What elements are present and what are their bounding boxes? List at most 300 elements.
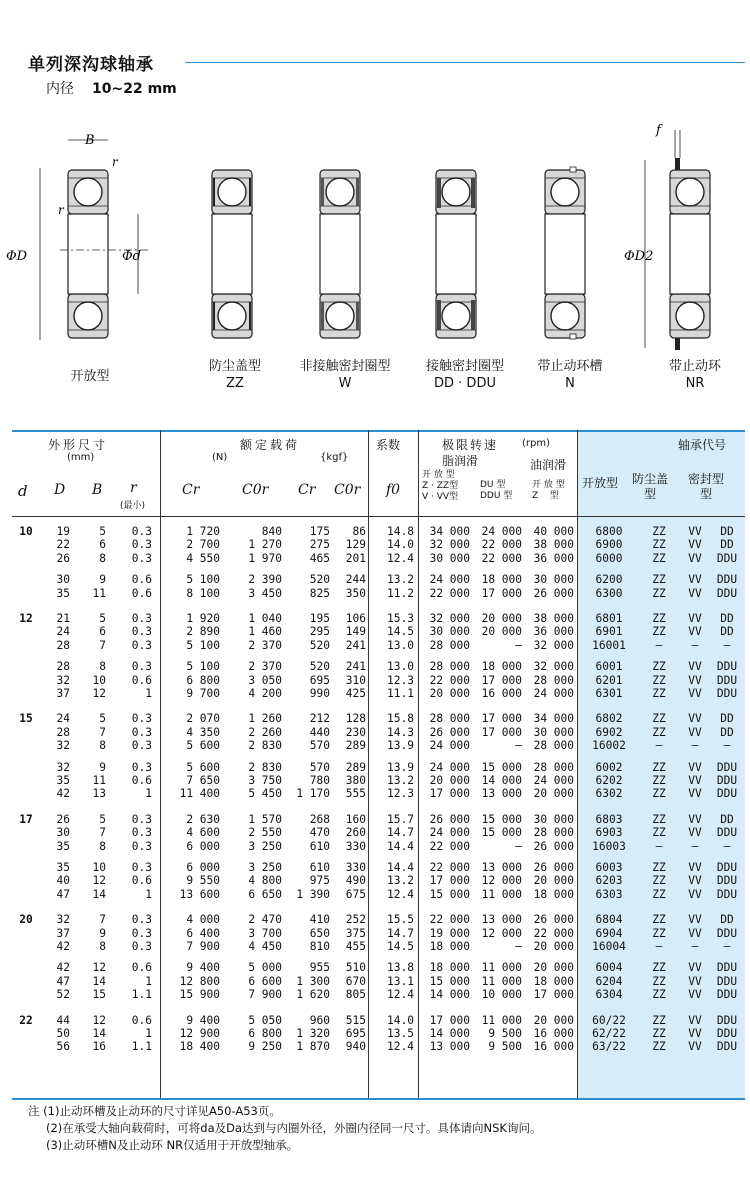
table-cell: VV <box>688 1013 702 1027</box>
table-cell: VV <box>688 573 702 587</box>
table-cell: 12.4 <box>387 887 414 901</box>
table-cell: 9 <box>99 926 106 940</box>
bearing-table <box>12 430 745 1100</box>
table-cell: 4 200 <box>248 687 282 700</box>
table-cell: 9 550 <box>186 874 220 888</box>
dim-r-label: r <box>112 155 118 169</box>
hdr-n: (N) <box>212 452 228 463</box>
table-cell: 570 <box>309 760 330 774</box>
table-cell: DD <box>720 538 734 552</box>
table-cell: 12 <box>92 1013 106 1027</box>
table-cell: 22 000 <box>481 538 522 552</box>
table-cell: 650 <box>309 926 330 940</box>
table-cell: — <box>691 940 699 953</box>
table-cell: 1 <box>145 887 152 901</box>
table-cell: 6 600 <box>248 974 282 988</box>
table-cell: 2 470 <box>248 913 282 927</box>
table-cell: 15 <box>19 712 33 726</box>
table-cell: DDU <box>716 874 738 888</box>
table-cell: 0.3 <box>131 538 152 552</box>
table-cell: 275 <box>309 538 330 552</box>
table-cell: 30 000 <box>533 812 574 826</box>
table-cell: DDU <box>716 1013 738 1027</box>
table-cell: ZZ <box>652 725 666 739</box>
table-cell: 195 <box>309 612 330 625</box>
hdr-width-b: B <box>92 482 103 498</box>
table-cell: 28 <box>56 660 70 674</box>
table-cell: 6 800 <box>186 673 220 687</box>
table-cell: 810 <box>309 940 330 953</box>
footnote-3: (3)止动环槽N及止动环 NR仅适用于开放型轴承。 <box>46 1138 299 1152</box>
table-cell: 24 000 <box>429 760 470 774</box>
table-cell: 3 050 <box>248 673 282 687</box>
table-cell: — <box>655 638 663 652</box>
table-cell: 0.3 <box>131 839 152 853</box>
table-cell: 129 <box>345 538 366 552</box>
table-cell: 18 400 <box>179 1040 220 1054</box>
table-cell: 13.1 <box>387 974 414 988</box>
table-cell: 6 800 <box>248 1027 282 1040</box>
table-cell: 5 450 <box>248 787 282 801</box>
caption-w: 非接触密封圈型 W <box>299 359 391 391</box>
table-cell: 425 <box>345 687 366 700</box>
table-cell: 1 270 <box>248 538 282 552</box>
table-cell: 11.2 <box>387 586 414 600</box>
table-cell: 20 000 <box>481 612 522 625</box>
table-cell: DDU <box>716 861 738 874</box>
table-cell: 380 <box>345 774 366 787</box>
table-cell: 34 000 <box>429 525 470 538</box>
table-cell: 11 000 <box>481 887 522 901</box>
table-cell: 19 000 <box>429 926 470 940</box>
table-cell: DDU <box>716 586 738 600</box>
table-cell: 1 170 <box>296 787 330 801</box>
table-cell: 470 <box>309 826 330 840</box>
table-cell: 1 720 <box>186 525 220 538</box>
table-cell: 465 <box>309 551 330 565</box>
table-cell: 9 250 <box>248 1040 282 1054</box>
table-cell: 50 <box>56 1027 70 1040</box>
table-cell: 6801 <box>595 612 623 625</box>
table-cell: ZZ <box>652 974 666 988</box>
table-cell: 6304 <box>595 988 623 1002</box>
table-cell: 0.3 <box>131 638 152 652</box>
table-cell: 32 <box>56 739 70 753</box>
table-cell: 35 <box>56 839 70 853</box>
table-cell: 510 <box>345 961 366 975</box>
table-cell: 6903 <box>595 826 623 840</box>
table-cell: 695 <box>309 673 330 687</box>
table-cell: 3 700 <box>248 926 282 940</box>
table-cell: 4 800 <box>248 874 282 888</box>
hdr-open: 开放型 <box>582 476 619 490</box>
table-cell: 520 <box>309 638 330 652</box>
table-cell: 5 <box>99 812 106 826</box>
table-cell: 35 <box>56 586 70 600</box>
table-cell: 32 000 <box>533 638 574 652</box>
table-cell: 9 400 <box>186 1013 220 1027</box>
table-cell: 0.3 <box>131 812 152 826</box>
table-cell: VV <box>688 660 702 674</box>
table-cell: ZZ <box>652 861 666 874</box>
table-cell: 230 <box>345 725 366 739</box>
table-cell: 22 000 <box>429 673 470 687</box>
table-cell: 20 000 <box>429 774 470 787</box>
table-cell: 0.6 <box>131 774 152 787</box>
hdr-open-zz: 开 放 型 Z · ZZ型 V · VV型 <box>422 470 459 502</box>
table-cell: 6003 <box>595 861 623 874</box>
table-cell: 10 <box>19 525 33 538</box>
caption-zz: 防尘盖型 ZZ <box>208 359 261 391</box>
table-cell: 7 <box>99 725 106 739</box>
table-cell: 16 000 <box>481 687 522 700</box>
table-cell: 0.6 <box>131 961 152 975</box>
table-cell: 6000 <box>595 551 623 565</box>
table-cell: 2 370 <box>248 638 282 652</box>
table-cell: 128 <box>345 712 366 726</box>
table-cell: 975 <box>309 874 330 888</box>
table-cell: 26 <box>56 812 70 826</box>
table-cell: 13.9 <box>387 739 414 753</box>
table-cell: — <box>723 839 731 853</box>
table-cell: 18 000 <box>481 573 522 587</box>
table-cell: 14.0 <box>387 1013 414 1027</box>
hdr-kgf: {kgf} <box>320 452 349 463</box>
table-cell: 6904 <box>595 926 623 940</box>
table-cell: 16001 <box>592 638 626 652</box>
dim-outer-d-label: ΦD <box>6 249 28 264</box>
table-cell: 4 600 <box>186 826 220 840</box>
table-cell: 780 <box>309 774 330 787</box>
table-cell: — <box>723 940 731 953</box>
table-cell: 30 000 <box>533 573 574 587</box>
table-cell: 18 000 <box>481 660 522 674</box>
table-cell: 12 800 <box>179 974 220 988</box>
table-cell: 60/22 <box>592 1013 626 1027</box>
table-cell: DD <box>720 812 734 826</box>
table-cell: 6900 <box>595 538 623 552</box>
table-cell: 20 <box>19 913 33 927</box>
table-cell: 2 700 <box>186 538 220 552</box>
table-cell: 11 000 <box>481 961 522 975</box>
table-cell: 15.8 <box>387 712 414 726</box>
table-cell: 610 <box>309 839 330 853</box>
hdr-seal: 密封型 型 <box>688 472 725 501</box>
table-cell: ZZ <box>652 1027 666 1040</box>
table-cell: 30 <box>56 573 70 587</box>
table-cell: VV <box>688 926 702 940</box>
table-cell: 12 000 <box>481 926 522 940</box>
table-cell: 805 <box>345 988 366 1002</box>
table-cell: 5 000 <box>248 961 282 975</box>
snap-ring-groove-diagram <box>545 167 585 339</box>
table-cell: ZZ <box>652 1013 666 1027</box>
table-cell: ZZ <box>652 826 666 840</box>
table-cell: 15 900 <box>179 988 220 1002</box>
table-cell: 13.2 <box>387 774 414 787</box>
table-cell: 8 <box>99 739 106 753</box>
table-cell: DDU <box>716 760 738 774</box>
table-cell: DDU <box>716 673 738 687</box>
table-cell: 5 100 <box>186 660 220 674</box>
table-cell: VV <box>688 612 702 625</box>
table-cell: DDU <box>716 988 738 1002</box>
table-cell: 695 <box>345 1027 366 1040</box>
table-cell: 289 <box>345 760 366 774</box>
dim-b-label: B <box>85 133 95 148</box>
table-cell: 440 <box>309 725 330 739</box>
table-cell: DDU <box>716 1027 738 1040</box>
table-cell: 17 000 <box>533 988 574 1002</box>
table-cell: 9 <box>99 573 106 587</box>
table-cell: 17 000 <box>429 787 470 801</box>
table-cell: VV <box>688 861 702 874</box>
table-cell: 12.3 <box>387 787 414 801</box>
table-cell: 1 920 <box>186 612 220 625</box>
table-cell: 47 <box>56 974 70 988</box>
table-cell: — <box>515 940 522 953</box>
page-subtitle <box>46 78 177 98</box>
table-cell: 28 <box>56 725 70 739</box>
table-cell: DDU <box>716 974 738 988</box>
table-cell: 310 <box>345 673 366 687</box>
hdr-oil-open: 开 放 型 Z 型 <box>532 480 565 501</box>
hdr-cr-kgf: Cr <box>298 482 316 498</box>
table-cell: 11 400 <box>179 787 220 801</box>
table-cell: 0.3 <box>131 861 152 874</box>
table-cell: 244 <box>345 573 366 587</box>
table-cell: 1 300 <box>296 974 330 988</box>
table-cell: 35 <box>56 774 70 787</box>
table-cell: 11 000 <box>481 1013 522 1027</box>
table-cell: 6301 <box>595 687 623 700</box>
table-cell: — <box>691 739 699 753</box>
table-cell: 3 250 <box>248 839 282 853</box>
table-cell: VV <box>688 774 702 787</box>
table-cell: VV <box>688 974 702 988</box>
table-cell: ZZ <box>652 961 666 975</box>
caption-n: 带止动环槽 N <box>537 359 603 391</box>
table-cell: 0.3 <box>131 712 152 726</box>
table-cell: 6803 <box>595 812 623 826</box>
table-cell: 15 <box>92 988 106 1002</box>
table-cell: 13 <box>92 787 106 801</box>
table-cell: — <box>515 739 522 753</box>
table-cell: 24 000 <box>429 573 470 587</box>
table-cell: 52 <box>56 988 70 1002</box>
table-cell: 289 <box>345 739 366 753</box>
table-cell: 6001 <box>595 660 623 674</box>
table-cell: 1 570 <box>248 812 282 826</box>
table-cell: 5 100 <box>186 573 220 587</box>
table-cell: VV <box>688 812 702 826</box>
table-cell: 13.2 <box>387 573 414 587</box>
table-cell: ZZ <box>652 887 666 901</box>
table-cell: 17 <box>19 812 33 826</box>
table-cell: 8 100 <box>186 586 220 600</box>
table-cell: 13.2 <box>387 874 414 888</box>
table-cell: 2 830 <box>248 739 282 753</box>
table-cell: 5 <box>99 525 106 538</box>
table-cell: 15 000 <box>429 974 470 988</box>
caption-nr: 带止动环 NR <box>668 359 721 391</box>
table-cell: 14.0 <box>387 538 414 552</box>
table-cell: 12.4 <box>387 551 414 565</box>
table-cell: 32 <box>56 673 70 687</box>
table-cell: 30 000 <box>429 551 470 565</box>
table-cell: 14 <box>92 887 106 901</box>
hdr-load: 额定载荷 <box>240 438 301 452</box>
snap-ring-diagram <box>624 123 710 350</box>
table-cell: — <box>723 638 731 652</box>
table-cell: 16004 <box>592 940 626 953</box>
table-cell: 18 000 <box>533 887 574 901</box>
table-cell: VV <box>688 551 702 565</box>
table-cell: — <box>515 638 522 652</box>
table-cell: 22 <box>19 1013 33 1027</box>
table-cell: VV <box>688 787 702 801</box>
hdr-oil: 油润滑 <box>530 458 567 472</box>
hdr-mm: (mm) <box>67 452 95 463</box>
table-cell: VV <box>688 874 702 888</box>
table-cell: 2 830 <box>248 760 282 774</box>
hdr-c0r-kgf: C0r <box>334 482 361 498</box>
table-cell: ZZ <box>652 874 666 888</box>
table-cell: 940 <box>345 1040 366 1054</box>
table-cell: 1.1 <box>131 988 152 1002</box>
table-cell: 16 <box>92 1040 106 1054</box>
table-cell: 30 <box>56 826 70 840</box>
table-cell: 11.1 <box>387 687 414 700</box>
table-cell: 160 <box>345 812 366 826</box>
table-cell: DDU <box>716 774 738 787</box>
table-cell: 13 000 <box>429 1040 470 1054</box>
table-cell: DDU <box>716 961 738 975</box>
table-cell: 0.3 <box>131 826 152 840</box>
table-cell: 0.3 <box>131 612 152 625</box>
table-cell: VV <box>688 961 702 975</box>
table-cell: 6802 <box>595 712 623 726</box>
table-cell: 2 370 <box>248 660 282 674</box>
table-cell: 8 <box>99 660 106 674</box>
table-cell: 24 000 <box>533 687 574 700</box>
table-cell: 20 000 <box>533 874 574 888</box>
table-cell: 260 <box>345 826 366 840</box>
table-cell: 6804 <box>595 913 623 927</box>
table-cell: 6302 <box>595 787 623 801</box>
table-cell: 0.3 <box>131 551 152 565</box>
table-cell: 17 000 <box>481 673 522 687</box>
hdr-rmin: (最小) <box>120 501 146 511</box>
table-cell: 13.0 <box>387 638 414 652</box>
table-cell: 6203 <box>595 874 623 888</box>
table-cell: 32 000 <box>429 612 470 625</box>
table-cell: 15 000 <box>481 812 522 826</box>
table-cell: VV <box>688 673 702 687</box>
table-cell: 15 000 <box>481 826 522 840</box>
table-cell: 17 000 <box>481 725 522 739</box>
table-cell: ZZ <box>652 774 666 787</box>
table-cell: 8 <box>99 551 106 565</box>
table-cell: 1 <box>145 687 152 700</box>
table-cell: 10 <box>92 673 106 687</box>
table-cell: 21 <box>56 612 70 625</box>
table-cell: 20 000 <box>429 687 470 700</box>
table-cell: 26 <box>56 551 70 565</box>
table-cell: 5 <box>99 612 106 625</box>
footnote-1: 注 (1)止动环槽及止动环的尺寸详见A50-A53页。 <box>28 1104 281 1118</box>
table-cell: VV <box>688 625 702 639</box>
table-cell: 6300 <box>595 586 623 600</box>
table-cell: ZZ <box>652 612 666 625</box>
table-cell: 6800 <box>595 525 623 538</box>
table-cell: 252 <box>345 913 366 927</box>
table-cell: 6 000 <box>186 839 220 853</box>
table-cell: 0.3 <box>131 725 152 739</box>
dim-bore-d-label: Φd <box>122 249 141 264</box>
table-cell: 0.6 <box>131 573 152 587</box>
table-cell: DDU <box>716 787 738 801</box>
table-cell: 12 <box>92 961 106 975</box>
table-cell: DDU <box>716 826 738 840</box>
table-cell: 32 000 <box>533 660 574 674</box>
table-cell: 955 <box>309 961 330 975</box>
table-cell: 15.5 <box>387 913 414 927</box>
table-cell: ZZ <box>652 988 666 1002</box>
table-cell: 12.4 <box>387 988 414 1002</box>
table-cell: 22 <box>56 538 70 552</box>
table-cell: 30 000 <box>533 725 574 739</box>
table-cell: VV <box>688 913 702 927</box>
table-cell: 26 000 <box>533 839 574 853</box>
table-cell: 11 <box>92 774 106 787</box>
table-cell: 295 <box>309 625 330 639</box>
table-cell: VV <box>688 760 702 774</box>
table-cell: ZZ <box>652 760 666 774</box>
hdr-cr: Cr <box>182 482 200 498</box>
table-cell: 24 000 <box>429 826 470 840</box>
table-cell: 106 <box>345 612 366 625</box>
table-cell: 0.3 <box>131 660 152 674</box>
table-cell: 47 <box>56 887 70 901</box>
table-cell: 7 650 <box>186 774 220 787</box>
table-cell: 19 <box>56 525 70 538</box>
table-cell: 5 600 <box>186 760 220 774</box>
table-cell: 4 350 <box>186 725 220 739</box>
table-cell: 22 000 <box>429 913 470 927</box>
caption-open: 开放型 <box>70 369 110 384</box>
table-body <box>12 525 745 1093</box>
table-cell: 24 000 <box>533 774 574 787</box>
table-cell: 0.3 <box>131 760 152 774</box>
table-cell: 2 550 <box>248 826 282 840</box>
table-cell: 12 <box>92 687 106 700</box>
hdr-d: d <box>18 482 28 500</box>
table-cell: 12.4 <box>387 1040 414 1054</box>
table-cell: VV <box>688 826 702 840</box>
table-cell: 7 <box>99 826 106 840</box>
footnote-2: (2)在承受大轴向载荷时，可将da及Da达到与内圈外径，外圈内径同一尺寸。具体请向NSK询问。 <box>46 1121 542 1135</box>
table-cell: DD <box>720 712 734 726</box>
table-cell: ZZ <box>652 625 666 639</box>
table-cell: 26 000 <box>533 913 574 927</box>
table-cell: 1 <box>145 1027 152 1040</box>
table-cell: ZZ <box>652 551 666 565</box>
table-cell: VV <box>688 712 702 726</box>
table-cell: 13.0 <box>387 660 414 674</box>
table-cell: 24 000 <box>481 525 522 538</box>
table-cell: 14.5 <box>387 940 414 953</box>
